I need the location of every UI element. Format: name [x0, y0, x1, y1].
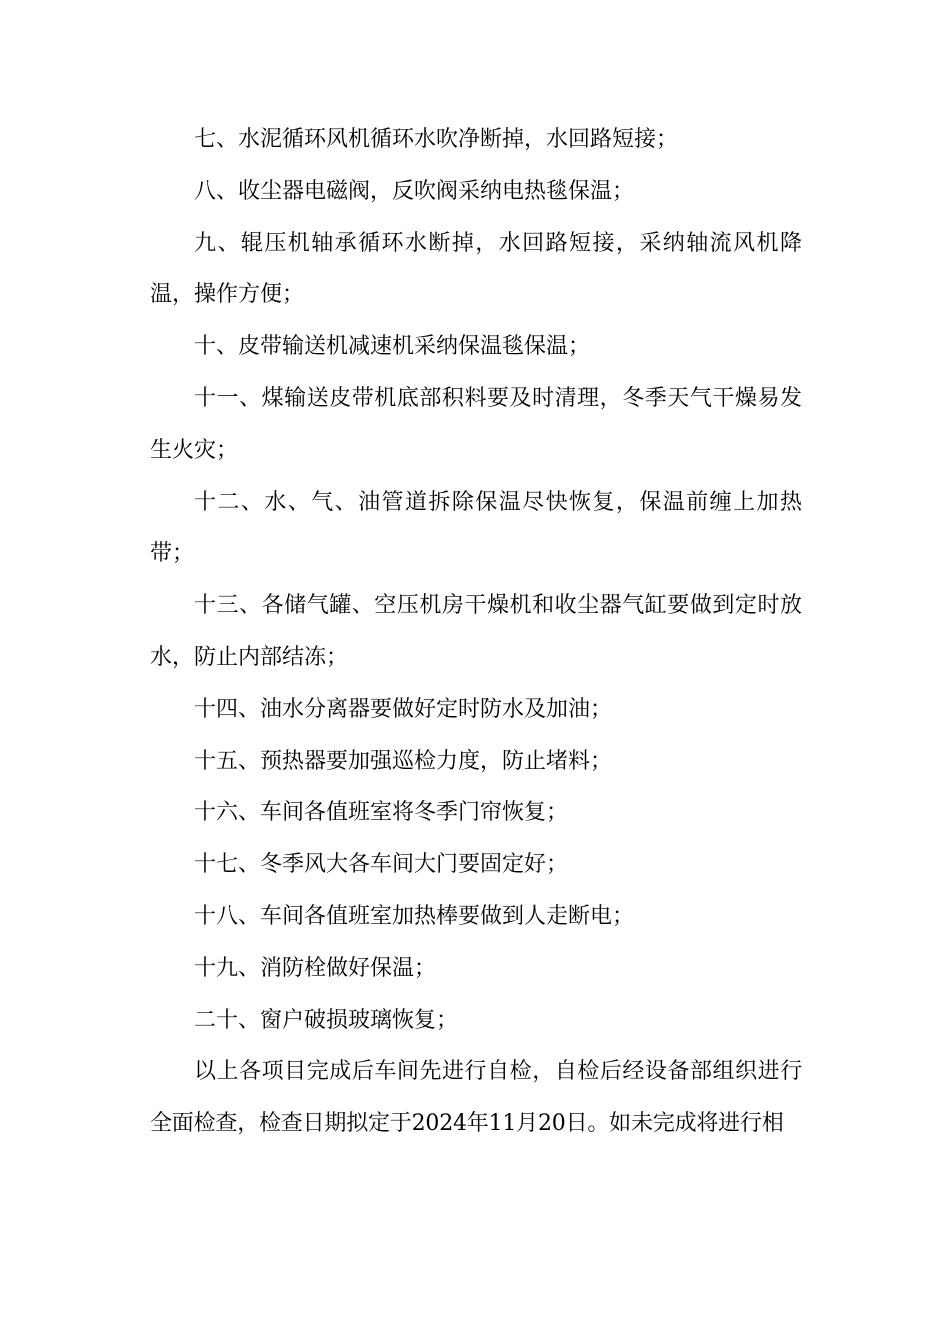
paragraph-18: 十八、车间各值班室加热棒要做到人走断电；	[194, 903, 635, 929]
paragraph-10: 十、皮带输送机减速机采纳保温毯保温；	[194, 334, 591, 360]
paragraph-15: 十五、预热器要加强巡检力度，防止堵料；	[194, 748, 613, 774]
paragraph-7: 七、水泥循环风机循环水吹净断掉，水回路短接；	[194, 127, 679, 152]
paragraph-20: 二十、窗户破损玻璃恢复；	[194, 1007, 459, 1033]
paragraph-13: 十三、各储气罐、空压机房干燥机和收尘器气缸要做到定时放水，防止内部结冻；	[150, 593, 802, 670]
paragraph-16: 十六、车间各值班室将冬季门帘恢复；	[194, 800, 569, 826]
paragraph-9: 九、辊压机轴承循环水断掉，水回路短接，采纳轴流风机降温，操作方便；	[150, 230, 802, 308]
paragraph-12: 十二、水、气、油管道拆除保温尽快恢复，保温前缠上加热带；	[150, 489, 802, 567]
paragraph-17: 十七、冬季风大各车间大门要固定好；	[194, 852, 569, 878]
paragraph-11: 十一、煤输送皮带机底部积料要及时清理，冬季天气干燥易发生火灾；	[150, 385, 802, 463]
paragraph-summary: 以上各项目完成后车间先进行自检，自检后经设备部组织进行全面检查，检查日期拟定于2024年11月20日。如未完成将进行相	[150, 1059, 802, 1137]
paragraph-19: 十九、消防栓做好保温；	[194, 955, 437, 981]
document-body	[150, 114, 802, 1150]
paragraph-8: 八、收尘器电磁阀，反吹阀采纳电热毯保温；	[194, 178, 635, 204]
paragraph-14: 十四、油水分离器要做好定时防水及加油；	[194, 696, 613, 722]
